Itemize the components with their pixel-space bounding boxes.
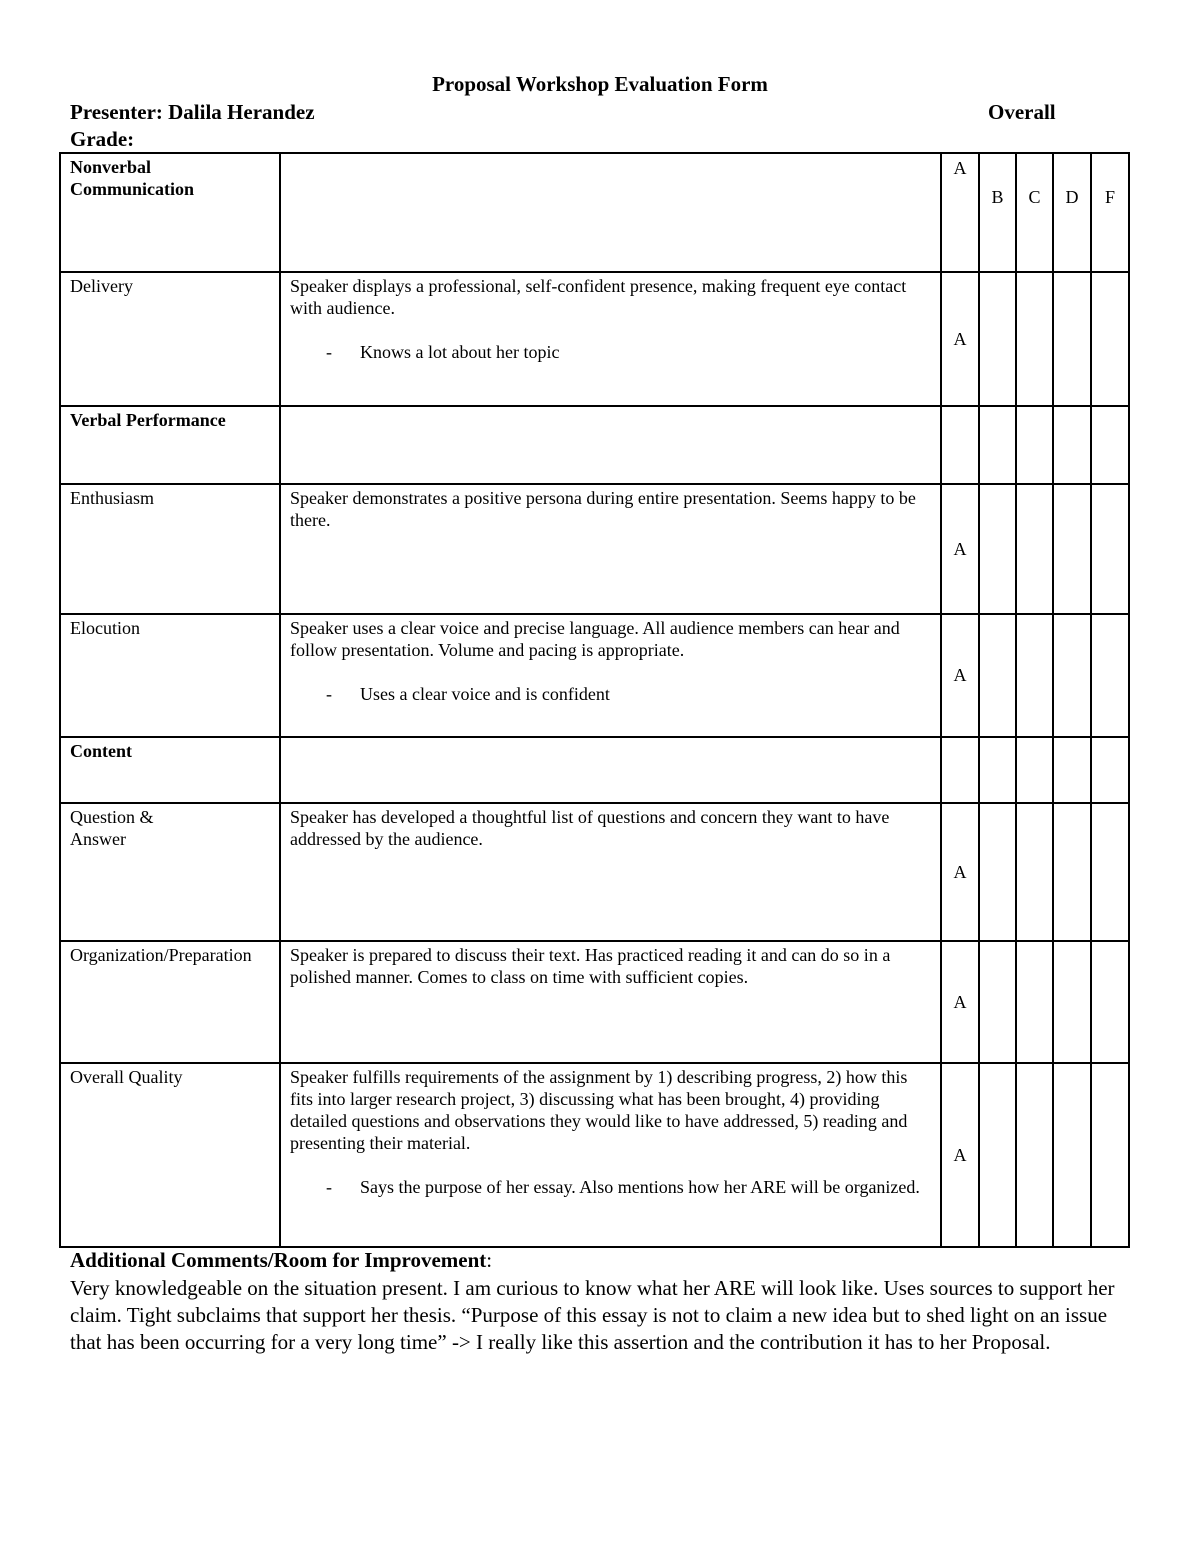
comment-text: Knows a lot about her topic <box>360 342 560 362</box>
bullet-dash: - <box>326 684 332 704</box>
grade-header-f: F <box>1091 153 1129 272</box>
grade-header-c: C <box>1016 153 1053 272</box>
list-item <box>290 341 931 363</box>
criterion-cell <box>60 614 280 737</box>
grade-b-cell <box>979 1063 1016 1247</box>
description-cell <box>280 941 941 1063</box>
grade-b-cell <box>979 941 1016 1063</box>
criterion-label: Enthusiasm <box>70 488 154 508</box>
criterion-cell <box>60 803 280 941</box>
evaluation-table <box>59 152 1130 1248</box>
bullet-dash: - <box>326 342 332 362</box>
description-text <box>281 407 940 409</box>
grade-header-b: B <box>979 153 1016 272</box>
criterion-cell <box>60 737 280 803</box>
comments-title: Additional Comments/Room for Improvement <box>70 1248 487 1272</box>
criterion-label: Content <box>70 741 132 761</box>
table-row <box>60 153 1129 272</box>
grade-b-cell <box>979 484 1016 614</box>
overall-label: Overall <box>988 100 1056 124</box>
criterion-cell <box>60 484 280 614</box>
description-cell <box>280 272 941 406</box>
grade-d-cell <box>1053 737 1091 803</box>
grade-f-cell <box>1091 941 1129 1063</box>
table-row <box>60 941 1129 1063</box>
comment-text: Uses a clear voice and is confident <box>360 684 610 704</box>
criterion-cell <box>60 406 280 484</box>
grade-mark: A <box>941 941 979 1063</box>
grade-mark: A <box>941 1063 979 1247</box>
grade-b-cell <box>979 737 1016 803</box>
description-text: Speaker fulfills requirements of the assignment by 1) describing progress, 2) how this fits into larger research project, 3) discussing what has been brought, 4) providing detailed questions and observations they would like to have addressed, 5) reading and presenting their material. <box>290 1067 908 1153</box>
description-text: Speaker displays a professional, self-confident presence, making frequent eye contact with audience. <box>290 276 907 318</box>
grade-d-cell <box>1053 272 1091 406</box>
comments-colon: : <box>486 1248 493 1272</box>
description-cell <box>280 614 941 737</box>
grade-f-cell <box>1091 737 1129 803</box>
grade-c-cell <box>1016 484 1053 614</box>
comment-list <box>290 1176 931 1198</box>
criterion-label: Nonverbal Communication <box>70 157 195 199</box>
criterion-label: Verbal Performance <box>70 410 226 430</box>
table-row <box>60 803 1129 941</box>
table-row <box>60 406 1129 484</box>
grade-b-cell <box>979 406 1016 484</box>
list-item <box>290 683 931 705</box>
grade-a-cell <box>941 737 979 803</box>
criterion-cell <box>60 941 280 1063</box>
table-row <box>60 1063 1129 1247</box>
criterion-cell <box>60 272 280 406</box>
grade-c-cell <box>1016 614 1053 737</box>
description-text: Speaker uses a clear voice and precise language. All audience members can hear and follow presentation. Volume and pacing is appropriate. <box>290 618 900 660</box>
comment-list <box>290 341 931 363</box>
table-row <box>60 484 1129 614</box>
criterion-cell <box>60 1063 280 1247</box>
description-text <box>281 738 940 740</box>
criterion-label: Organization/Preparation <box>70 945 252 965</box>
grade-c-cell <box>1016 406 1053 484</box>
grade-f-cell <box>1091 614 1129 737</box>
grade-f-cell <box>1091 484 1129 614</box>
grade-c-cell <box>1016 272 1053 406</box>
table-row <box>60 272 1129 406</box>
description-cell <box>280 153 941 272</box>
grade-f-cell <box>1091 803 1129 941</box>
grade-f-cell <box>1091 406 1129 484</box>
list-item <box>290 1176 931 1198</box>
criterion-label: Overall Quality <box>70 1067 183 1087</box>
grade-d-cell <box>1053 406 1091 484</box>
description-text: Speaker demonstrates a positive persona during entire presentation. Seems happy to be there. <box>290 488 916 530</box>
criterion-cell <box>60 153 280 272</box>
grade-c-cell <box>1016 803 1053 941</box>
description-cell <box>280 737 941 803</box>
comments-body: Very knowledgeable on the situation present. I am curious to know what her ARE will look like. Uses sources to support her claim. Tight subclaims that support her thesis. “Purpose of this essay is not to claim a new idea but to shed light on an issue that has been occurring for a very long time” -> I really like this assertion and the contribution it has to her Proposal. <box>70 1276 1115 1354</box>
grade-d-cell <box>1053 803 1091 941</box>
grade-d-cell <box>1053 1063 1091 1247</box>
description-text: Speaker has developed a thoughtful list of questions and concern they want to have addressed by the audience. <box>290 807 890 849</box>
description-text <box>281 154 940 156</box>
grade-b-cell <box>979 614 1016 737</box>
grade-c-cell <box>1016 1063 1053 1247</box>
grade-c-cell <box>1016 941 1053 1063</box>
table-row <box>60 614 1129 737</box>
comment-list <box>290 683 931 705</box>
grade-header-a: A <box>941 153 979 272</box>
criterion-label: Delivery <box>70 276 133 296</box>
comments-heading <box>70 1248 492 1273</box>
grade-d-cell <box>1053 941 1091 1063</box>
grade-mark: A <box>941 484 979 614</box>
grade-mark: A <box>941 272 979 406</box>
grade-mark: A <box>941 614 979 737</box>
grade-d-cell <box>1053 484 1091 614</box>
bullet-dash: - <box>326 1177 332 1197</box>
grade-a-cell <box>941 406 979 484</box>
presenter-name: Presenter: Dalila Herandez <box>70 100 315 124</box>
grade-header-d: D <box>1053 153 1091 272</box>
grade-b-cell <box>979 272 1016 406</box>
comment-text: Says the purpose of her essay. Also mentions how her ARE will be organized. <box>360 1177 920 1197</box>
grade-d-cell <box>1053 614 1091 737</box>
criterion-label: Elocution <box>70 618 140 638</box>
form-title: Proposal Workshop Evaluation Form <box>432 72 768 96</box>
grade-f-cell <box>1091 272 1129 406</box>
description-cell <box>280 1063 941 1247</box>
description-text: Speaker is prepared to discuss their text. Has practiced reading it and can do so in a polished manner. Comes to class on time with sufficient copies. <box>290 945 891 987</box>
description-cell <box>280 803 941 941</box>
grade-mark: A <box>941 803 979 941</box>
grade-c-cell <box>1016 737 1053 803</box>
table-row <box>60 737 1129 803</box>
grade-label: Grade: <box>70 127 135 151</box>
criterion-label: Question & Answer <box>70 807 154 849</box>
description-cell <box>280 406 941 484</box>
description-cell <box>280 484 941 614</box>
grade-f-cell <box>1091 1063 1129 1247</box>
grade-b-cell <box>979 803 1016 941</box>
